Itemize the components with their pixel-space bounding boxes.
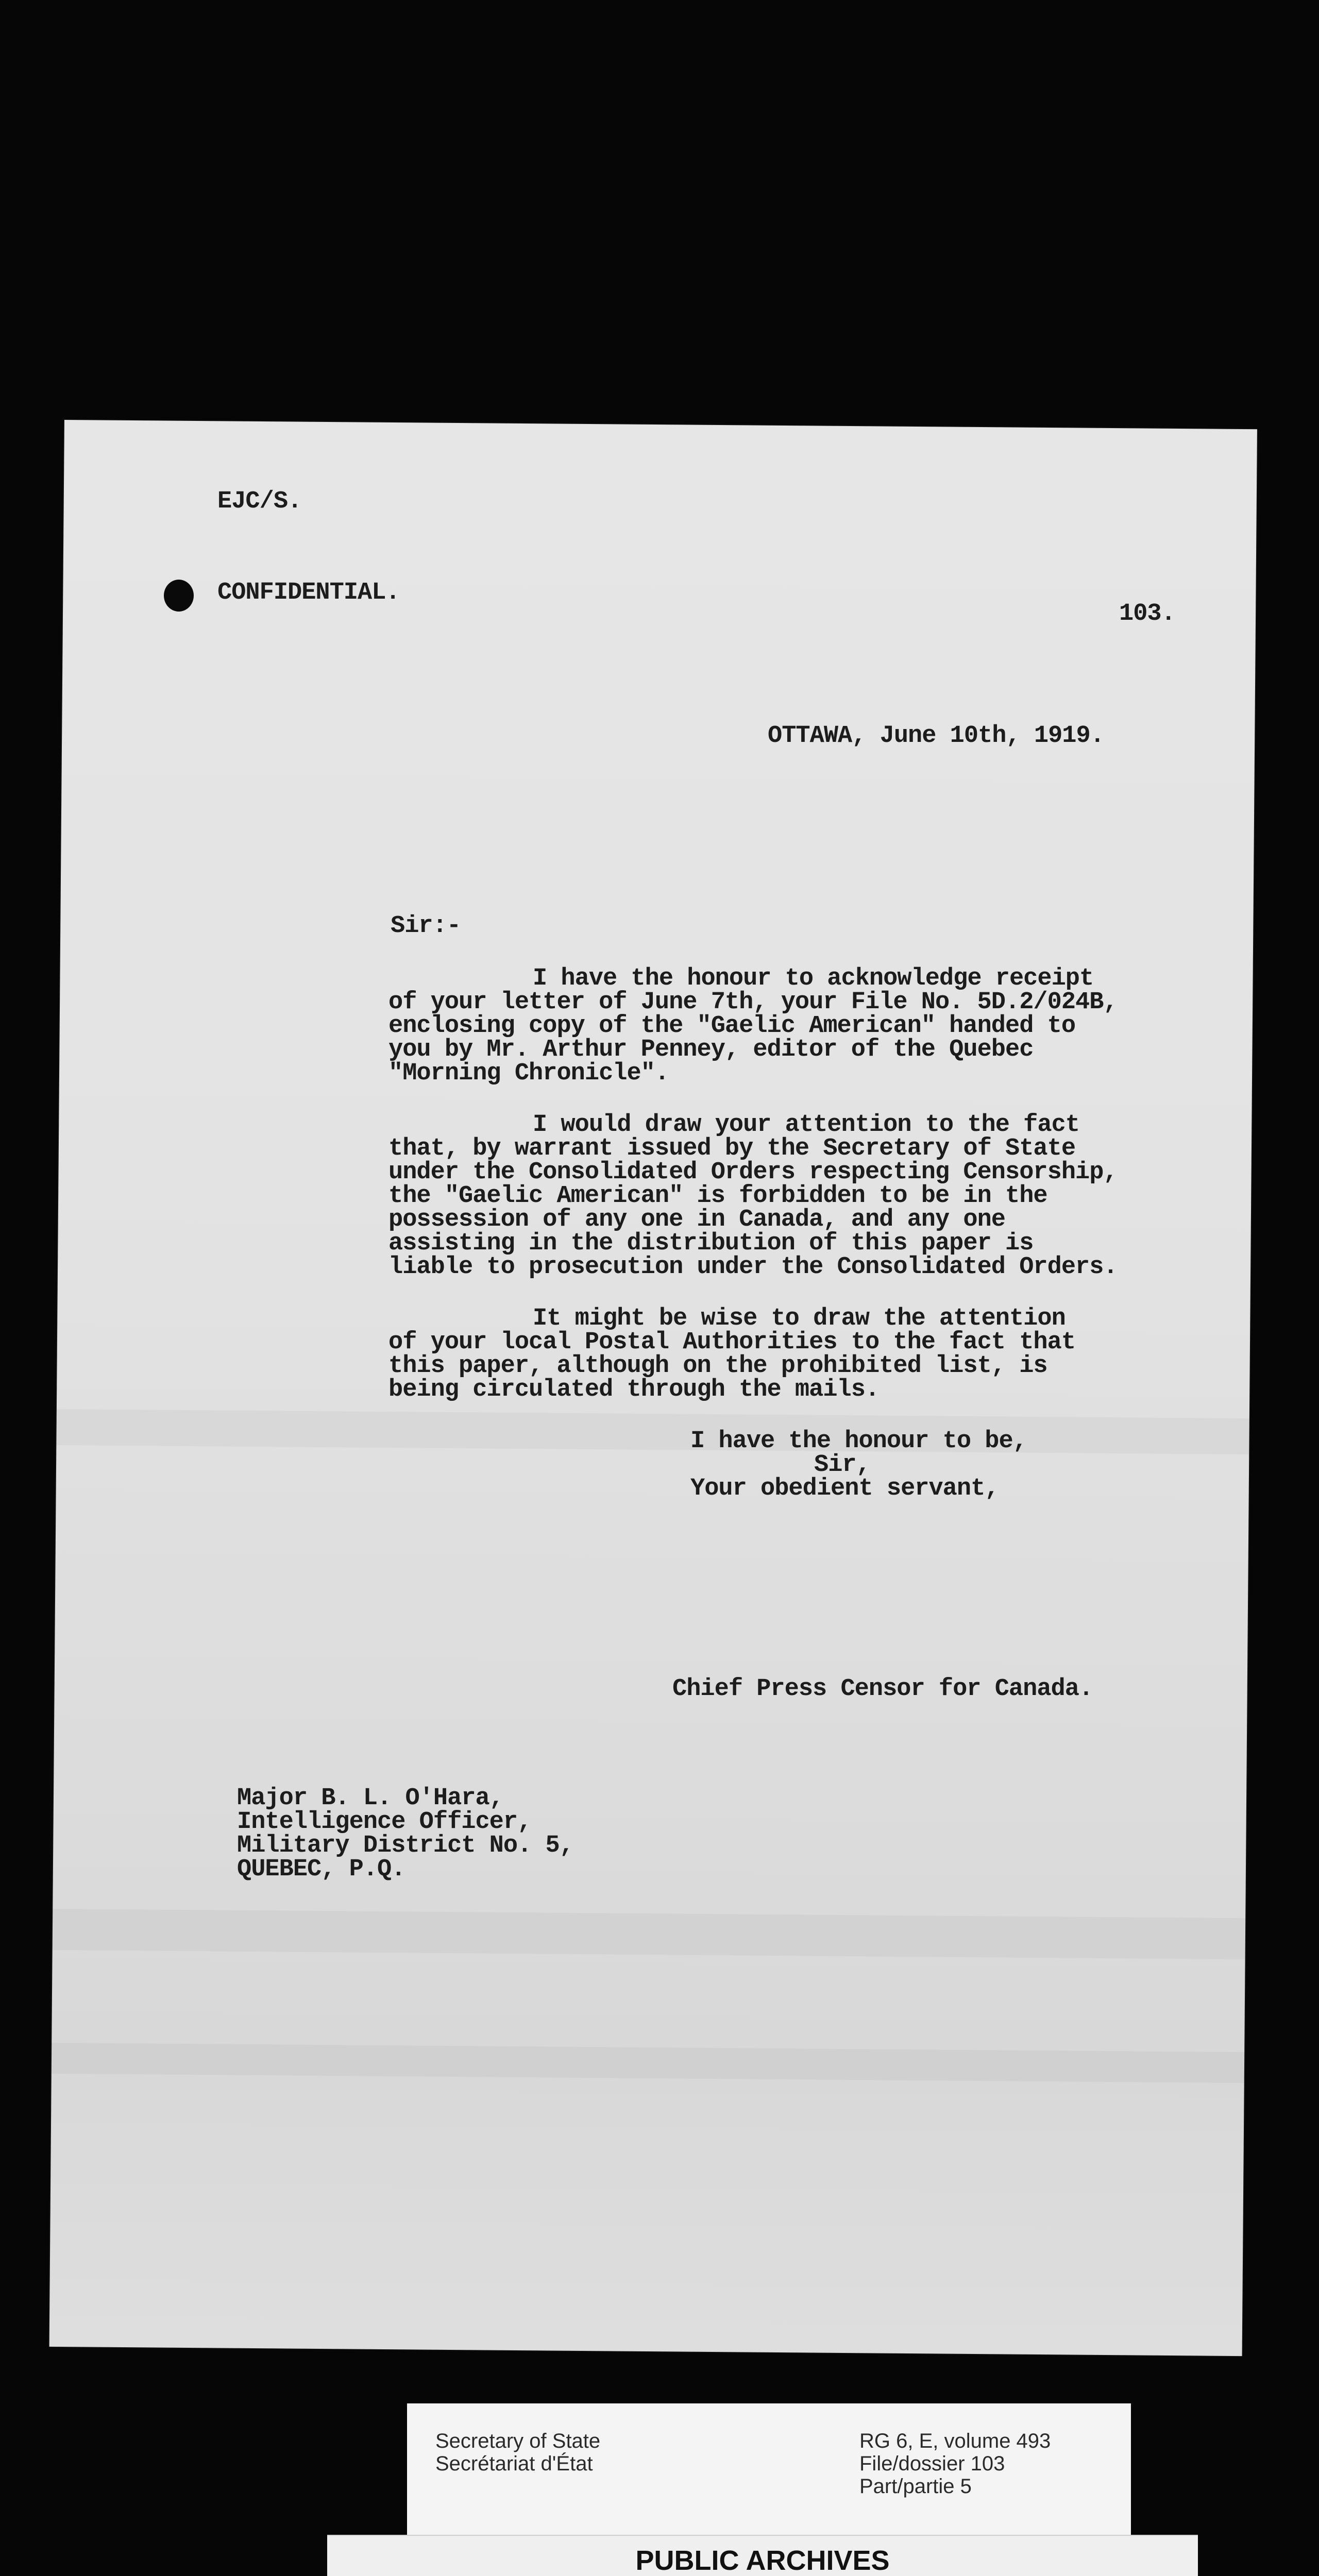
complimentary-closing [690,1430,1027,1501]
text-line: liable to prosecution under the Consolidated Orders. [388,1253,1118,1281]
text-line: Sir, [814,1451,870,1479]
classification-marking: CONFIDENTIAL. [217,579,400,606]
text-line: I would draw your attention to the fact [533,1111,1079,1139]
text-line: of your letter of June 7th, your File No. 5D.2/024B, [388,989,1118,1016]
text-line: under the Consolidated Orders respecting Censorship, [388,1159,1118,1186]
scan-band [52,2043,1244,2083]
text-line: RG 6, E, volume 493 [859,2430,1051,2452]
paragraph-acknowledgement [388,967,1118,1086]
text-line: Your obedient servant, [690,1475,999,1502]
text-line: being circulated through the mails. [388,1376,880,1403]
text-line: that, by warrant issued by the Secretary of State [388,1135,1076,1162]
text-line: QUEBEC, P.Q. [237,1856,405,1883]
text-line: It might be wise to draw the attention [533,1305,1066,1332]
page-number: 103. [1119,600,1175,628]
text-line: of your local Postal Authorities to the fact that [388,1329,1076,1356]
text-line: the "Gaelic American" is forbidden to be in the [388,1182,1047,1210]
text-line: I have the honour to acknowledge receipt [533,965,1094,992]
paragraph-warning [388,1113,1118,1279]
text-line: this paper, although on the prohibited list, is [388,1352,1047,1380]
archive-reference-label [859,2430,1051,2498]
text-line: Secretary of State [435,2430,601,2452]
reference-initials: EJC/S. [217,488,302,515]
text-line: "Morning Chronicle". [388,1060,669,1087]
scan-band [56,1409,1249,1454]
text-line: you by Mr. Arthur Penney, editor of the Quebec [388,1036,1034,1063]
salutation: Sir:- [391,912,461,940]
text-line: PUBLIC ARCHIVES [635,2545,890,2576]
archive-stamp [327,2545,1198,2576]
signature-title: Chief Press Censor for Canada. [672,1675,1093,1703]
text-line: enclosing copy of the "Gaelic American" handed to [388,1012,1076,1040]
scan-band [53,1909,1246,1959]
text-line: Secrétariat d'État [435,2452,593,2475]
text-line: File/dossier 103 [859,2452,1005,2475]
text-line: Part/partie 5 [859,2475,972,2498]
dateline: OTTAWA, June 10th, 1919. [768,722,1104,750]
archive-fonds-label [435,2430,600,2475]
text-line: Intelligence Officer, [237,1808,532,1836]
text-line: Military District No. 5, [237,1832,573,1859]
addressee-block [237,1787,573,1882]
text-line: Major B. L. O'Hara, [237,1785,503,1812]
paragraph-postal-authorities [388,1307,1075,1402]
punch-hole [164,580,194,612]
text-line: I have the honour to be, [690,1428,1027,1455]
text-line: assisting in the distribution of this paper is [388,1230,1034,1257]
text-line: possession of any one in Canada, and any one [388,1206,1006,1233]
